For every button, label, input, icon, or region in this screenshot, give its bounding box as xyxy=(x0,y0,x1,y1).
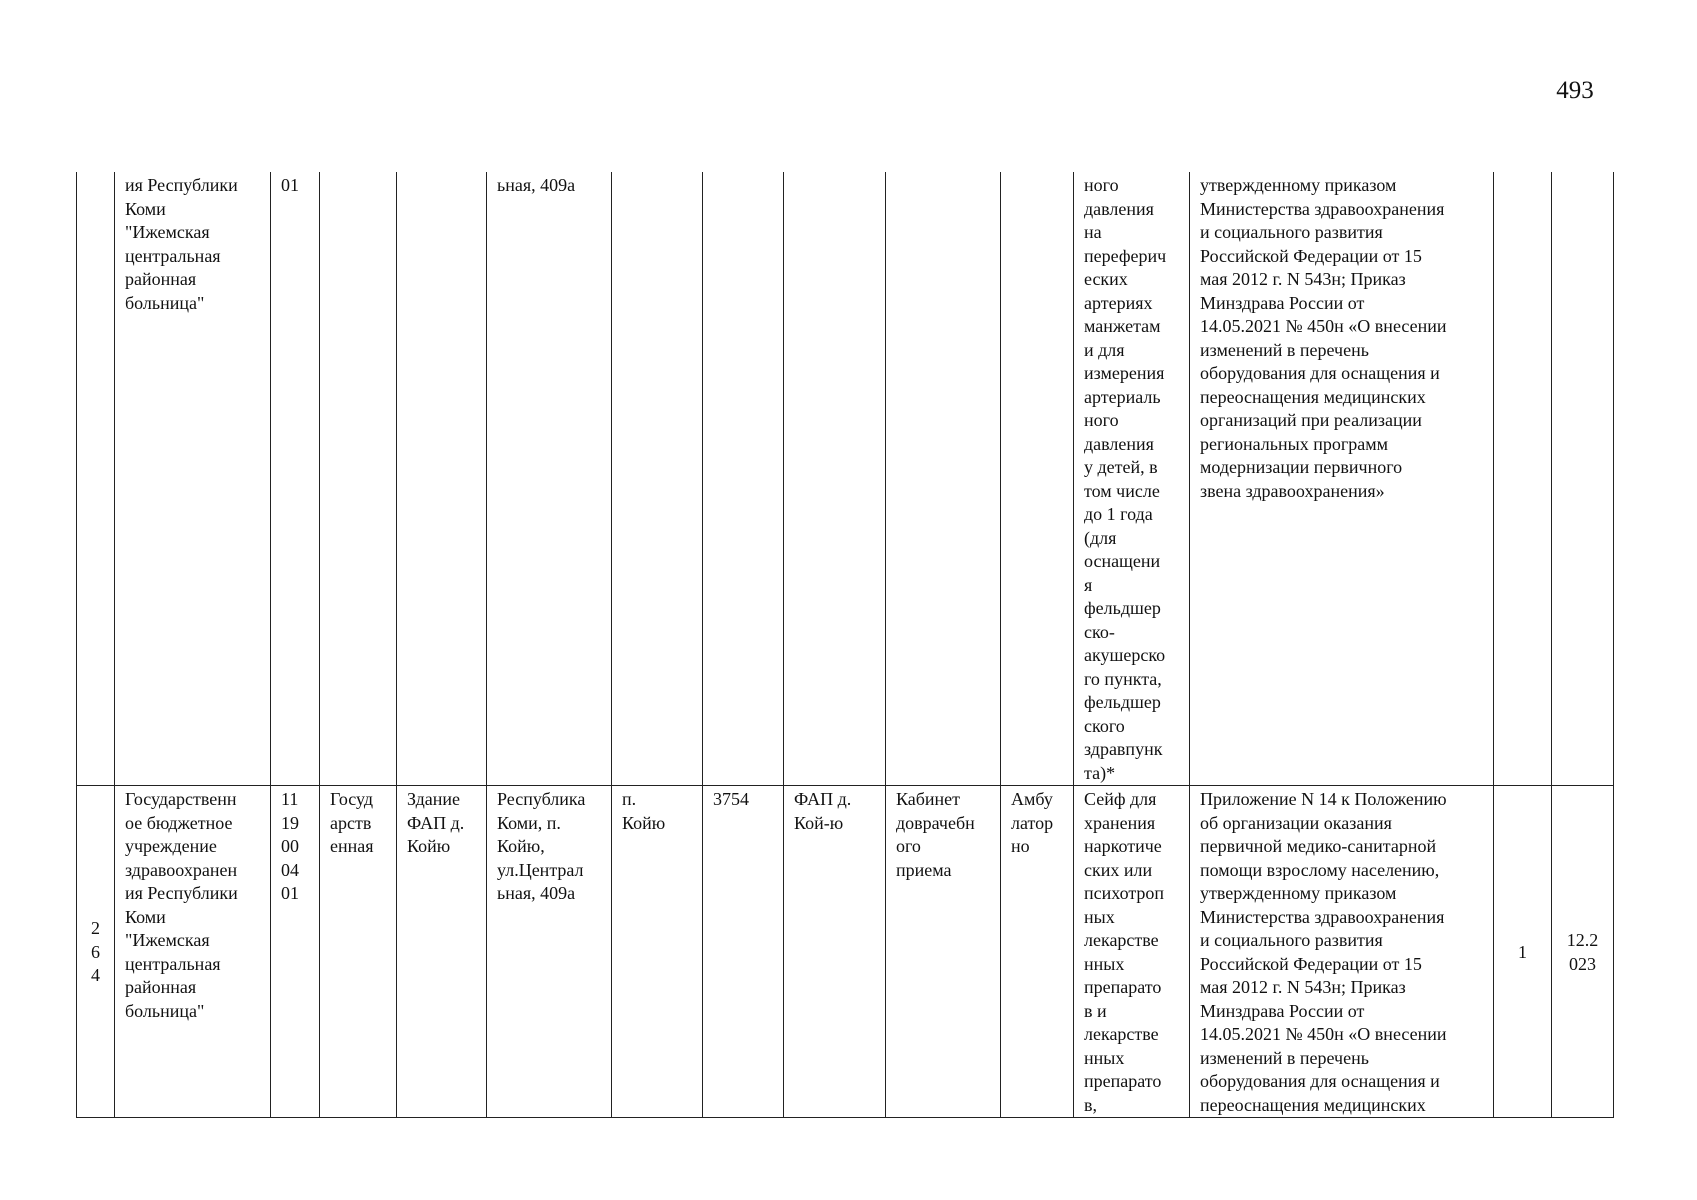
cell-settlement: п. Койю xyxy=(612,786,703,1118)
cell-ownership: Госуд арств енная xyxy=(320,786,397,1118)
cell-basis: Приложение N 14 к Положению об организации оказания первичной медико-санитарной помощи взрослому населению, утвержденному приказом Министерства здравоохранения и социального развития Российской Федерации от 15 мая 2012 г. N 543н; Приказ Минздрава России от 14.05.2021 № 450н «О внесении изменений в перечень оборудования для оснащения и переоснащения медицинских xyxy=(1190,786,1494,1118)
cell-quantity xyxy=(1494,172,1552,786)
cell-basis: утвержденному приказом Министерства здравоохранения и социального развития Российской Федерации от 15 мая 2012 г. N 543н; Приказ Минздрава России от 14.05.2021 № 450н «О внесении изменений в перечень оборудования для оснащения и переоснащения медицинских организаций при реализации региональных программ модернизации первичного звена здравоохранения» xyxy=(1190,172,1494,786)
cell-code: 01 xyxy=(271,172,320,786)
cell-address: Республика Коми, п. Койю, ул.Централ ьная, 409а xyxy=(487,786,612,1118)
cell-code: 11 19 00 04 01 xyxy=(271,786,320,1118)
cell-date xyxy=(1552,172,1614,786)
cell-unit xyxy=(784,172,886,786)
cell-room: Кабинет доврачебн ого приема xyxy=(886,786,1001,1118)
equipment-table xyxy=(76,172,1614,1118)
cell-equipment: ного давления на переферич еских артериях манжетам и для измерения артериаль ного давления у детей, в том числе до 1 года (для оснащени я фельдшер ско- акушерско го пункта, фельдшер ского здравпунк та)* xyxy=(1074,172,1190,786)
cell-organization: ия Республики Коми "Ижемская центральная районная больница" xyxy=(115,172,271,786)
cell-organization: Государственн ое бюджетное учреждение здравоохранен ия Республики Коми "Ижемская центральная районная больница" xyxy=(115,786,271,1118)
page-number: 493 xyxy=(1556,77,1594,104)
cell-num xyxy=(77,172,115,786)
cell-ownership xyxy=(320,172,397,786)
table-row-continuation xyxy=(77,172,1614,786)
cell-num: 2 6 4 xyxy=(77,786,115,1118)
cell-care-type xyxy=(1001,172,1074,786)
cell-room xyxy=(886,172,1001,786)
cell-equipment: Сейф для хранения наркотиче ских или психотроп ных лекарстве нных препарато в и лекарстве нных препарато в, xyxy=(1074,786,1190,1118)
cell-col7: 3754 xyxy=(703,786,784,1118)
cell-building: Здание ФАП д. Койю xyxy=(397,786,487,1118)
cell-address: ьная, 409а xyxy=(487,172,612,786)
cell-building xyxy=(397,172,487,786)
table-row-264 xyxy=(77,786,1614,1118)
cell-date: 12.2 023 xyxy=(1552,786,1614,1118)
cell-settlement xyxy=(612,172,703,786)
cell-col7 xyxy=(703,172,784,786)
cell-care-type: Амбу латор но xyxy=(1001,786,1074,1118)
cell-unit: ФАП д. Кой-ю xyxy=(784,786,886,1118)
cell-quantity: 1 xyxy=(1494,786,1552,1118)
